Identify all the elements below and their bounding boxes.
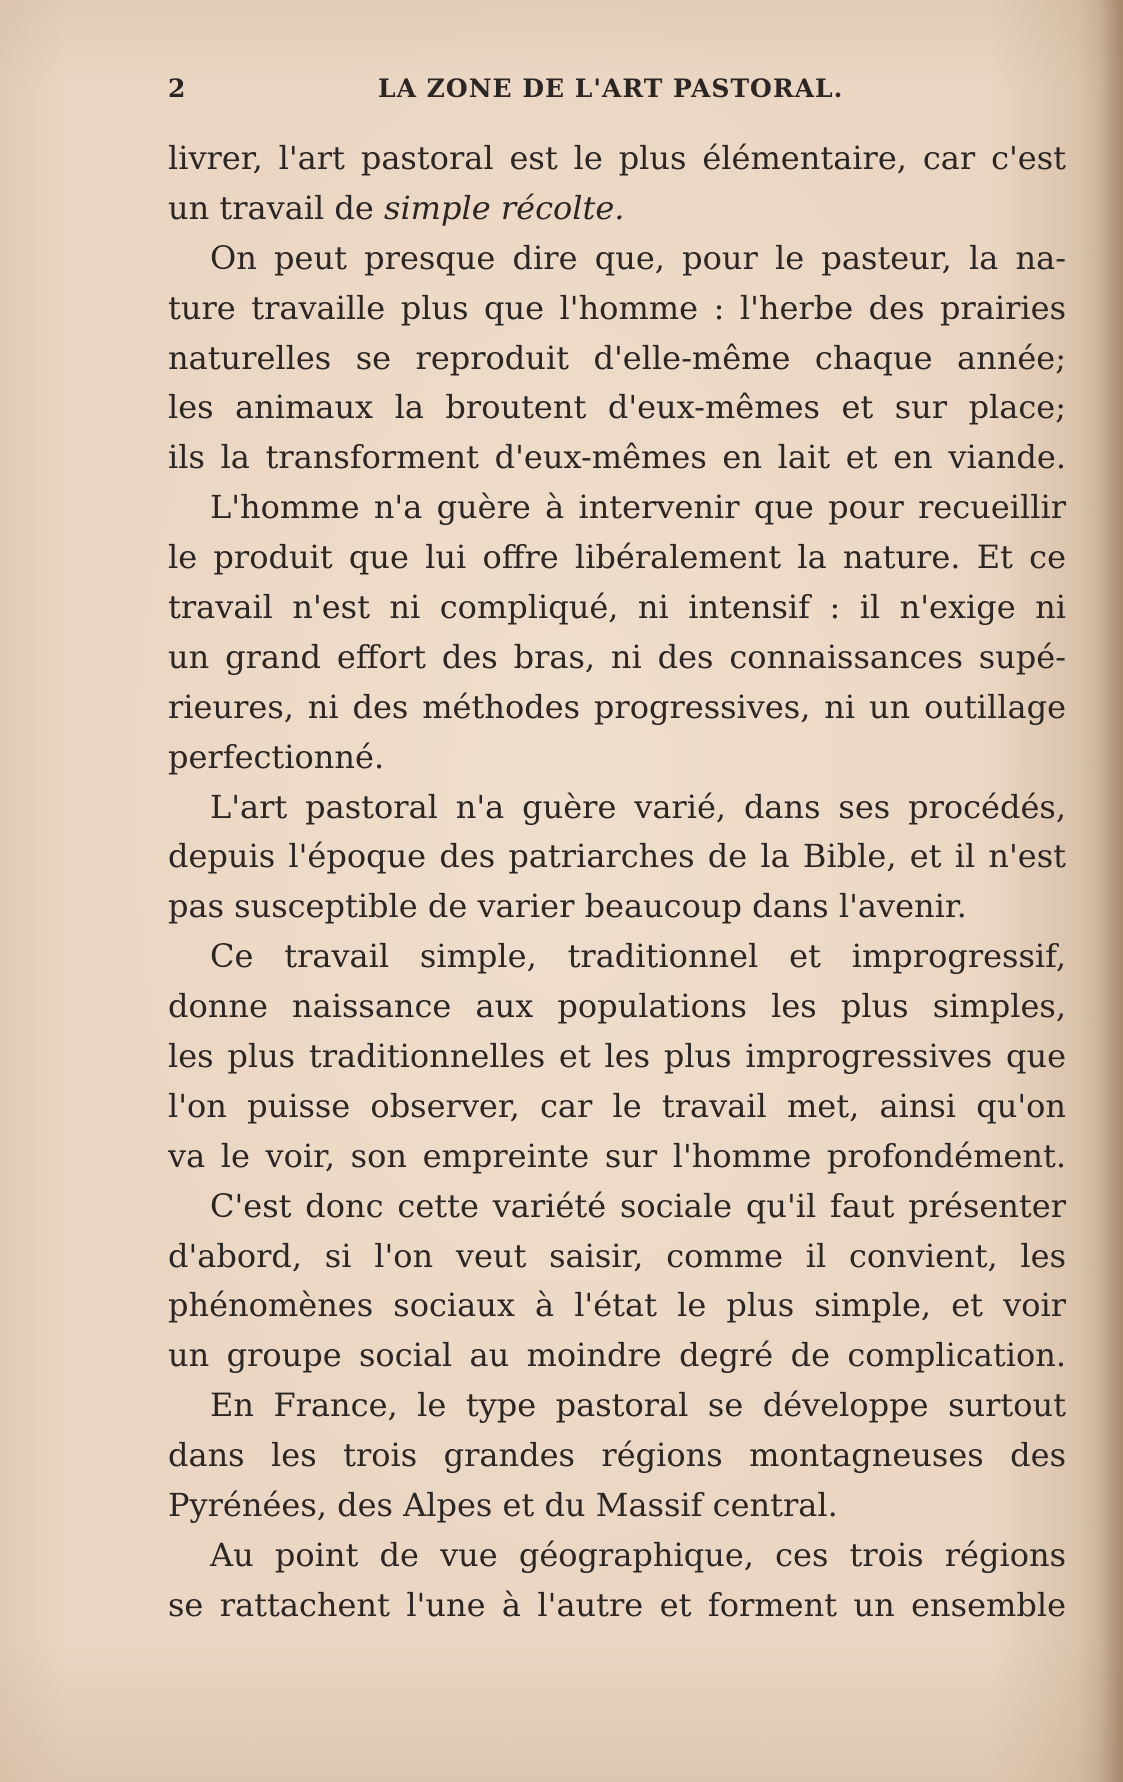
- running-head: [168, 74, 1068, 114]
- text-line: En France, le type pastoral se développe surtout: [210, 1386, 1066, 1425]
- text-line: On peut presque dire que, pour le pasteur, la na-: [210, 238, 1066, 277]
- text-line: ture travaille plus que l'homme : l'herbe des prairies: [168, 288, 1066, 327]
- text-line: ils la transforment d'eux-mêmes en lait et en viande.: [168, 438, 1066, 477]
- page-edge-shadow: [1101, 0, 1123, 1782]
- text-line: Au point de vue géographique, ces trois régions: [210, 1535, 1066, 1574]
- text-line: C'est donc cette variété sociale qu'il faut présenter: [210, 1186, 1066, 1225]
- text-line: l'on puisse observer, car le travail met, ainsi qu'on: [168, 1086, 1066, 1125]
- text-line: donne naissance aux populations les plus simples,: [168, 987, 1066, 1026]
- text-line: phénomènes sociaux à l'état le plus simple, et voir: [168, 1286, 1066, 1325]
- text-line: depuis l'époque des patriarches de la Bible, et il n'est: [168, 837, 1066, 876]
- text-line: travail n'est ni compliqué, ni intensif : il n'exige ni: [168, 588, 1066, 627]
- text-line: naturelles se reproduit d'elle-même chaque année;: [168, 338, 1066, 377]
- text-line: L'homme n'a guère à intervenir que pour recueillir: [210, 488, 1066, 527]
- text-line: va le voir, son empreinte sur l'homme profondément.: [168, 1136, 1066, 1175]
- text-line: rieures, ni des méthodes progressives, ni un outillage: [168, 687, 1066, 726]
- text-line: L'art pastoral n'a guère varié, dans ses procédés,: [210, 787, 1066, 826]
- text-line: les plus traditionnelles et les plus improgressives que: [168, 1037, 1066, 1076]
- text-line: [168, 184, 1066, 234]
- text-line: se rattachent l'une à l'autre et forment un ensemble: [168, 1585, 1066, 1624]
- text-line: pas susceptible de varier beaucoup dans l'avenir.: [168, 887, 967, 926]
- text-line: perfectionné.: [168, 737, 385, 776]
- body-text: [168, 134, 1066, 1631]
- page-number: 2: [168, 74, 186, 103]
- text-line: le produit que lui offre libéralement la nature. Et ce: [168, 538, 1066, 577]
- text-line: d'abord, si l'on veut saisir, comme il convient, les: [168, 1236, 1066, 1275]
- text-fragment: un travail de: [168, 188, 385, 227]
- running-title: LA ZONE DE L'ART PASTORAL.: [378, 74, 844, 103]
- text-line: Pyrénées, des Alpes et du Massif central.: [168, 1486, 838, 1525]
- text-line: Ce travail simple, traditionnel et improgressif,: [210, 937, 1066, 976]
- text-line: dans les trois grandes régions montagneuses des: [168, 1436, 1066, 1475]
- text-line: les animaux la broutent d'eux-mêmes et sur place;: [168, 388, 1066, 427]
- text-line: un grand effort des bras, ni des connaissances supé-: [168, 637, 1066, 676]
- italic-text: simple récolte.: [384, 188, 625, 227]
- text-line: un groupe social au moindre degré de complication.: [168, 1336, 1066, 1375]
- text-line: livrer, l'art pastoral est le plus élémentaire, car c'est: [168, 139, 1066, 177]
